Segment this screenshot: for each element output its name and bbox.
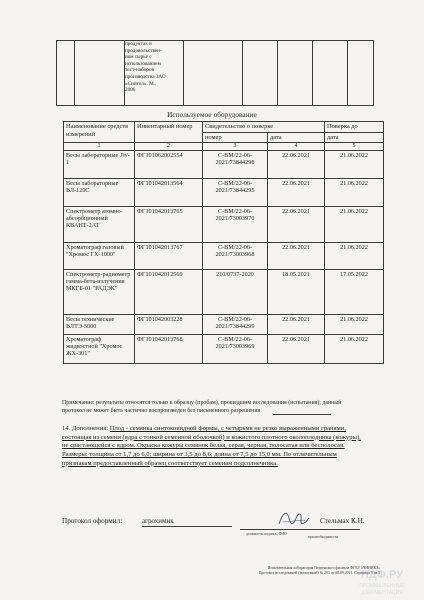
signature-caption: должность, подпись, ФИО (246, 532, 287, 536)
additions-section (62, 425, 368, 469)
svg-text:ДОКУМЕНТАЦИЯ: ДОКУМЕНТАЦИЯ (361, 590, 403, 596)
header-valid-date: дата (325, 132, 384, 143)
protocol-position: агрохимик (142, 517, 232, 527)
svg-text:ПДФ.РУ: ПДФ.РУ (360, 569, 404, 581)
svg-text:ПРОМЫШЛЕННЫЕ: ПРОМЫШЛЕННЫЕ (359, 583, 405, 589)
table-row: Весы лабораторные ВЛ-120С ФГ101042013564 С-ВМ/22-06-2021/73844295 22.06.2021 21.06.2022 (64, 178, 384, 206)
footnote: Примечание: результаты относятся только к образцу (пробам), прошедшим исследования (испытания); данный протокол не может быть частично воспроизведен без письменного разрешения (62, 400, 342, 414)
handwritten-signature (277, 508, 311, 535)
header-inventory: Инвентарный номер (135, 122, 203, 143)
header-valid-until: Поверка до (325, 122, 384, 133)
additions-label: 14. Дополнения: (62, 425, 109, 432)
table-row: Весы технические ВЛТЭ-5000 ФГ101042003228 С-ВМ/22-06-2021/73844299 22.06.2021 21.06.2022 (64, 314, 384, 334)
header-certificate: Свидетельство о поверке (203, 122, 325, 133)
table-row: Спектрометр атомно-абсорбционный КВАНТ-2АТ ФГ101042013765 С-ВМ/22-06-2021/73003970 22.06.2021 21.06.2022 (64, 206, 384, 242)
protocol-label: Протокол оформил: (62, 517, 123, 525)
page-footer: Испытательная лаборатория Пензенского филиала ФГБУ «ЧНИИКЗ» Протокол исследований (испытаний) № 203 от 08.09.2021. Страница 3 из 3 (258, 566, 380, 575)
header-name: Наименование средств измерений (64, 122, 135, 143)
equipment-title: Используемое оборудование (167, 111, 257, 119)
table-row: Спектрометр-радиометр гамма-бета-излучения МКГБ-01 "РАДЭК" ФГ101042012569 210/0737-2020 18.05.2021 17.05.2022 (64, 269, 384, 314)
table-row: Хроматограф газовый "Хромос ГХ-1000" ФГ101042013767 С-ВМ/22-06-2021/73003968 22.06.2021 21.06.2022 (64, 242, 384, 269)
table-row: Весы лабораторные JW-1 ФГ101062002554 С-ВМ/22-06-2021/73844298 22.06.2021 21.06.2022 (64, 150, 384, 178)
watermark-logo (344, 566, 420, 598)
signature-note: при необходимости (308, 535, 338, 539)
additions-text: Плод - семянка синтоковидной формы, с четырьмя не резко выраженными гранями, состоящая из семени (ядра с тонкой семенной оболочкой) и кожистого плотного околоплодника (кожуры), не срастающейся с ядром. Окраска кожуры семянок белая, серая, черная, полосатая или бесполосая. Размеры: толщина от 1,7 до 6,0; ширина от 3,5 до 8,6; длина от 7,5 до 15,0 мм. По отличительным признакам предоставленный образец соответствует семенам подсолнечника. (62, 425, 361, 467)
header-cert-date: дата (268, 132, 325, 143)
header-cert-number: номер (203, 132, 268, 143)
footnote-underline (273, 414, 331, 415)
previous-table-fragment (56, 40, 374, 106)
equipment-table: Наименование средств измерений Инвентарный номер Свидетельство о поверке Поверка до номер дата дата 1 2 3 4 5 Весы лабораторные JW-1 ФГ101062002554 С-ВМ/22-06-2021/73844298 22.06.2021 21.06.2022 Весы лабораторные ВЛ-120С ФГ101042013564 С-ВМ/22-06-2021/73844295 22.06.2021 21.06.2022 Спектрометр атомно-абсорбционный КВАНТ-2АТ ФГ101042013765 С-ВМ/22-06-2021/73003970 22.06.2021 21.06.2022 Хроматограф газовый "Хромос ГХ-1000" ФГ101042013767 С-ВМ/22-06-2021/73003968 22.06.2021 21.06.2022 Спектрометр-радиометр гамма-бета-излучения МКГБ-01 "РАДЭК" ФГ101042012569 210/0737-2020 18.05.2021 17.05.2022 Весы технические ВЛТЭ-5000 ФГ101042003228 С-ВМ/22-06-2021/73844299 22.06.2021 21.06.2022 Хроматограф жидкостной "Хромос ЖХ-301" ФГ101042013768 С-ВМ/22-06-2021/73003969 22.06.2021 21.06.2022 (63, 121, 384, 364)
table-row: Хроматограф жидкостной "Хромос ЖХ-301" ФГ101042013768 С-ВМ/22-06-2021/73003969 22.06.2021 21.06.2022 (64, 334, 384, 363)
protocol-author-name: Стельмах К.Н. (320, 517, 365, 525)
method-reference: продуктах и продовольствен- ном сырье с использованием тест-наборов производства ЗАО «Синтол». М., 2006 (125, 41, 184, 106)
